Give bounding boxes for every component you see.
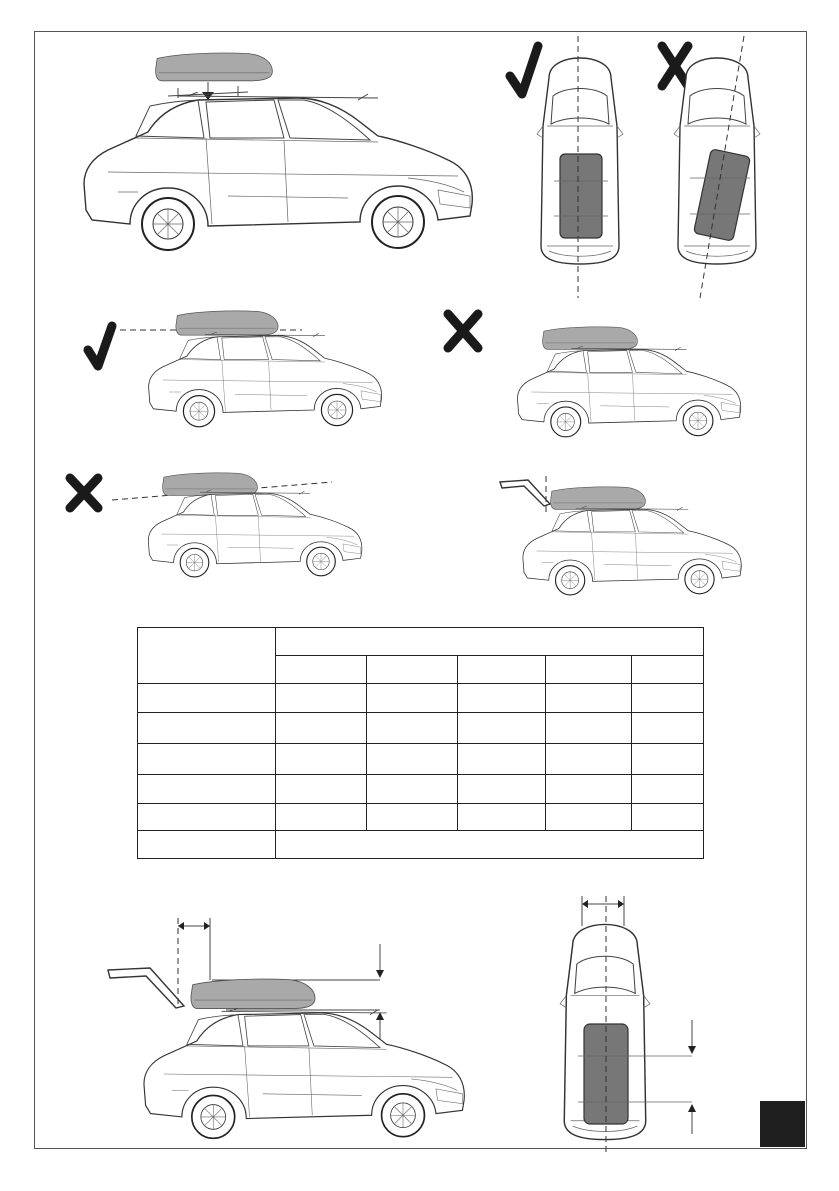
table-cell — [138, 804, 276, 831]
table-cell — [458, 684, 546, 713]
figure-box-level — [80, 308, 400, 428]
table-row — [138, 804, 704, 831]
table-cell — [138, 684, 276, 713]
table-cell — [632, 713, 704, 744]
figure-dimensions-side — [106, 918, 498, 1140]
figure-top-view-angled — [652, 36, 772, 298]
table-cell — [546, 744, 632, 775]
table-cell — [632, 775, 704, 804]
table-cell — [546, 684, 632, 713]
figure-box-tilted — [62, 470, 392, 578]
table-row — [138, 684, 704, 713]
table-cell — [367, 684, 458, 713]
check-mark-icon — [510, 46, 538, 94]
table-cell — [276, 831, 704, 859]
table-cell — [367, 713, 458, 744]
table-cell — [458, 713, 546, 744]
table-cell — [458, 804, 546, 831]
table-header-cell — [276, 628, 704, 656]
table-cell — [546, 804, 632, 831]
figure-mount-box-side — [78, 52, 478, 232]
table-cell — [138, 831, 276, 859]
table-cell — [367, 804, 458, 831]
table-cell — [276, 684, 367, 713]
figure-dimensions-top — [552, 896, 702, 1152]
page-tab-marker — [760, 1101, 805, 1147]
table-subheader-cell — [367, 656, 458, 684]
figure-top-view-centered — [500, 36, 630, 298]
table-cell — [138, 744, 276, 775]
table-cell — [367, 744, 458, 775]
table-cell — [138, 713, 276, 744]
figure-tailgate-clearance — [498, 476, 764, 596]
table-cell — [458, 744, 546, 775]
table-cell — [546, 775, 632, 804]
cross-mark-icon — [662, 46, 688, 86]
table-row — [138, 744, 704, 775]
table-cell — [276, 744, 367, 775]
table-subheader-cell — [546, 656, 632, 684]
figure-box-too-far-back — [440, 306, 770, 438]
table-cell — [276, 804, 367, 831]
table-subheader-cell — [458, 656, 546, 684]
table-cell — [276, 775, 367, 804]
check-mark-icon — [88, 326, 112, 366]
table-cell — [632, 804, 704, 831]
table-row — [138, 713, 704, 744]
cross-mark-icon — [448, 314, 478, 348]
table-header-cell — [138, 628, 276, 684]
cross-mark-icon — [70, 478, 98, 508]
table-subheader-cell — [276, 656, 367, 684]
table-cell — [138, 775, 276, 804]
spec-table — [137, 627, 704, 859]
table-cell — [546, 713, 632, 744]
table-cell — [458, 775, 546, 804]
table-row — [138, 775, 704, 804]
table-cell — [276, 713, 367, 744]
table-subheader-cell — [632, 656, 704, 684]
table-cell — [632, 744, 704, 775]
table-cell — [632, 684, 704, 713]
table-row — [138, 831, 704, 859]
table-cell — [367, 775, 458, 804]
